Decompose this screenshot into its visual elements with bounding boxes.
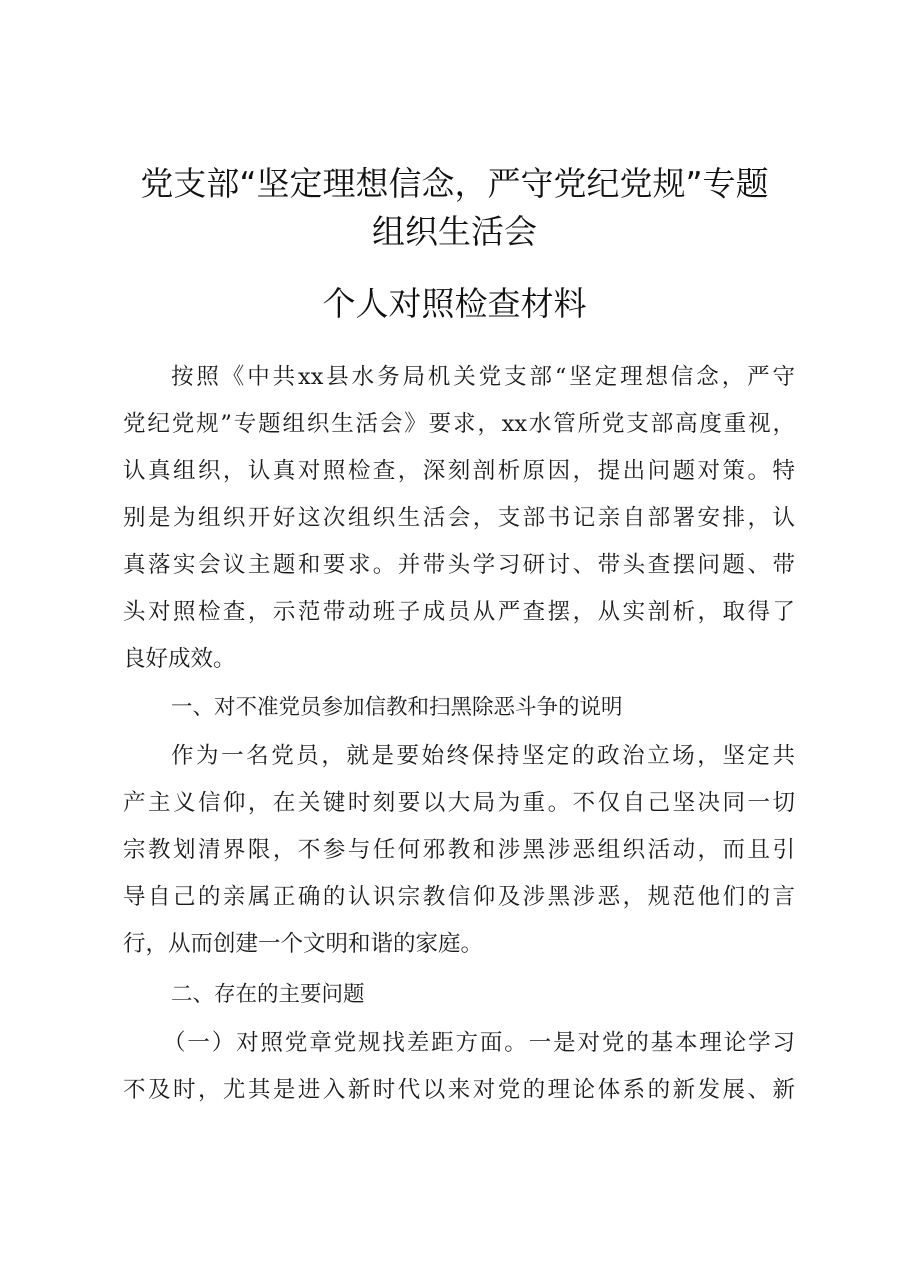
document-subtitle: 个人对照检查材料	[322, 284, 587, 323]
section-2-line-1: （一）对照党章党规找差距方面。一是对党的基本理论学习	[163, 1030, 795, 1056]
section-1-line-5: 行，从而创建一个文明和谐的家庭。	[123, 931, 484, 957]
document-title-line-2: 组织生活会	[372, 212, 537, 251]
intro-line-7: 良好成效。	[123, 646, 236, 672]
section-2-line-2: 不及时，尤其是进入新时代以来对党的理论体系的新发展、新	[123, 1077, 795, 1103]
section-1-line-2: 产主义信仰，在关键时刻要以大局为重。不仅自己坚决同一切	[123, 790, 795, 816]
section-1-line-3: 宗教划清界限，不参与任何邪教和涉黑涉恶组织活动，而且引	[123, 837, 795, 863]
intro-line-3: 认真组织，认真对照检查，深刻剖析原因，提出问题对策。特	[123, 458, 795, 484]
section-1-line-1: 作为一名党员，就是要始终保持坚定的政治立场，坚定共	[171, 743, 795, 769]
document-title-line-1: 党支部“坚定理想信念，严守党纪党规”专题	[140, 164, 769, 203]
intro-line-5: 真落实会议主题和要求。并带头学习研讨、带头查摆问题、带	[123, 552, 795, 578]
section-1-heading: 一、对不准党员参加信教和扫黑除恶斗争的说明	[171, 695, 623, 720]
intro-line-2: 党纪党规”专题组织生活会》要求，xx水管所党支部高度重视，	[123, 411, 795, 437]
intro-line-1: 按照《中共xx县水务局机关党支部“坚定理想信念，严守	[171, 364, 795, 390]
section-1-line-4: 导自己的亲属正确的认识宗教信仰及涉黑涉恶，规范他们的言	[123, 884, 795, 910]
intro-line-6: 头对照检查，示范带动班子成员从严查摆，从实剖析，取得了	[123, 599, 795, 625]
section-2-heading: 二、存在的主要问题	[171, 982, 365, 1007]
intro-line-4: 别是为组织开好这次组织生活会，支部书记亲自部署安排，认	[123, 505, 795, 531]
